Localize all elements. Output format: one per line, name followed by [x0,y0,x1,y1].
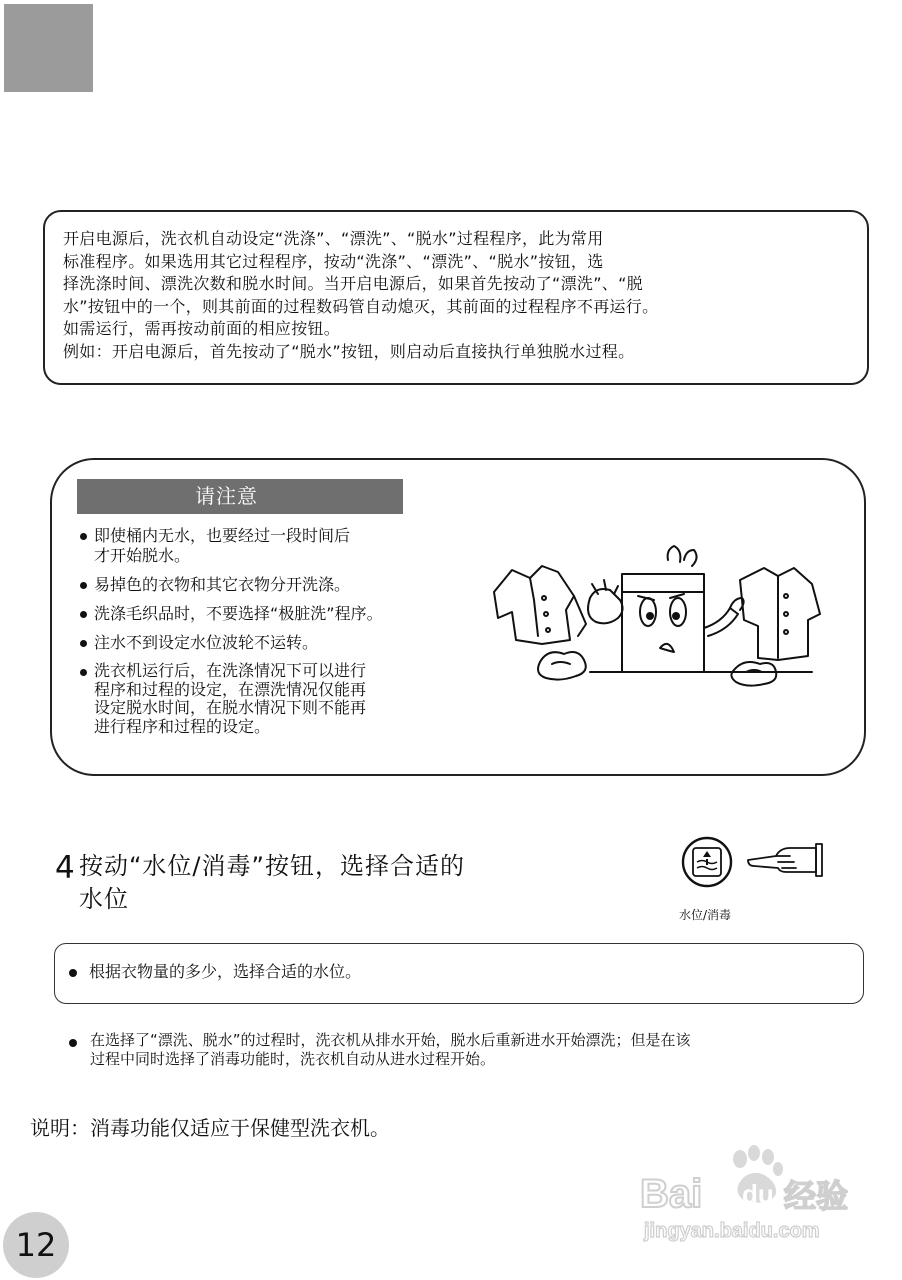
notice-item-line: 易掉色的衣物和其它衣物分开洗涤。 [94,575,351,594]
baidu-jingyan-watermark [640,1143,850,1248]
notice-item-line: 洗衣机运行后，在洗涤情况下可以进行 [94,661,367,680]
notice-item-line: 即使桶内无水，也要经过一段时间后 [94,526,351,545]
notice-item [80,526,500,566]
watermark-url: jingyan.baidu.com [644,1220,820,1242]
notice-item [80,633,500,653]
bullet-icon [69,1039,77,1047]
intro-line: 开启电源后，洗衣机自动设定“洗涤”、“漂洗”、“脱水”过程程序，此为常用 [63,229,604,248]
watermark-brand-cn: 经验 [784,1177,849,1215]
notice-item-line: 注水不到设定水位波轮不运转。 [94,633,319,652]
notice-item-line: 设定脱水时间，在脱水情况下则不能再 [94,698,367,717]
notice-item-line: 才开始脱水。 [94,546,191,565]
notice-item-line: 程序和过程的设定，在漂洗情况仅能再 [94,679,367,699]
explanation-text: 说明：消毒功能仅适应于保健型洗衣机。 [30,1116,390,1140]
notice-item-line: 进行程序和过程的设定。 [94,716,271,736]
intro-line: 择洗涤时间、漂洗次数和脱水时间。当开启电源后，如果首先按动了“漂洗”、“脱 [63,274,643,294]
corner-tab [4,4,93,92]
page-number: 12 [3,1212,69,1278]
watermark-brand: Bai [640,1172,703,1216]
notice-item [80,662,500,736]
intro-line: 水”按钮中的一个，则其前面的过程数码管自动熄灭，其前面的过程程序不再运行。 [63,296,659,316]
note-line: 过程中同时选择了消毒功能时，洗衣机自动从进水过程开始。 [90,1050,496,1068]
step-number: 4 [55,850,75,886]
bullet-icon [69,969,77,977]
notice-header: 请注意 [77,479,403,514]
intro-line: 如需运行，需再按动前面的相应按钮。 [63,319,341,339]
notice-list [80,526,500,745]
pointing-hand-icon [746,842,830,878]
notice-box [50,458,866,776]
notice-item [80,575,500,595]
intro-box [43,210,869,385]
water-level-button-icon [680,835,734,889]
notice-item-line: 洗涤毛织品时，不要选择“极脏洗”程序。 [94,604,383,623]
intro-line: 标准程序。如果选用其它过程程序，按动“洗涤”、“漂洗”、“脱水”按钮，选 [63,251,604,271]
water-level-tip-text: 根据衣物量的多少，选择合适的水位。 [89,962,362,981]
water-level-tip-box [54,943,864,1004]
rinse-spin-note [68,1031,828,1069]
step-title-line: 按动“水位/消毒”按钮，选择合适的 [79,852,465,880]
watermark-brand-du: du [742,1179,774,1209]
note-line: 在选择了“漂洗、脱水”的过程时，洗衣机从排水开始，脱水后重新进水开始漂洗；但是在该 [90,1031,691,1049]
washing-machine-cartoon [482,540,822,695]
water-level-button-caption: 水位/消毒 [679,908,732,922]
notice-item [80,604,500,624]
step-title-line: 水位 [79,885,129,913]
step-title [79,850,465,916]
intro-line: 例如：开启电源后，首先按动了“脱水”按钮，则启动后直接执行单独脱水过程。 [63,341,635,361]
